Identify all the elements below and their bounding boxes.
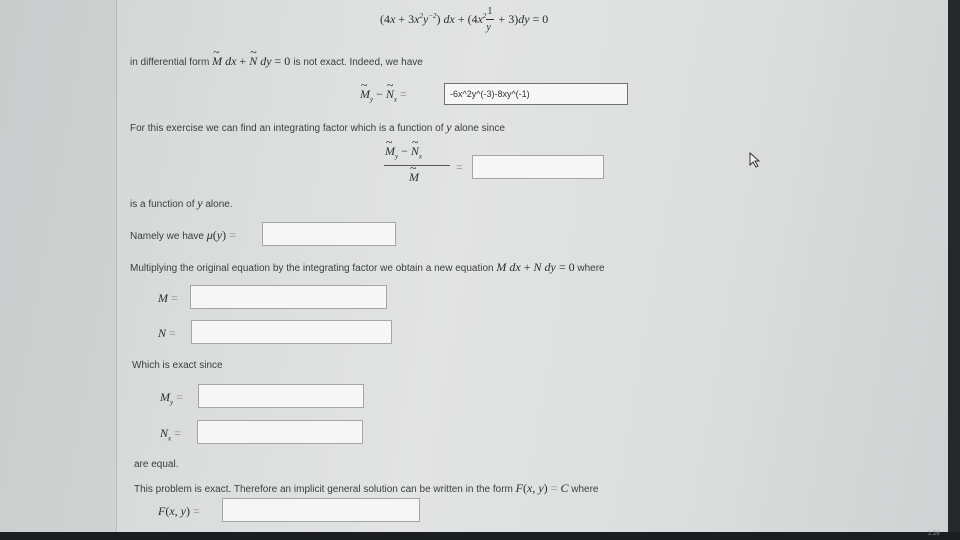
intro-lead: in differential form xyxy=(130,57,210,68)
intro-tail: is not exact. Indeed, we have xyxy=(293,57,423,68)
mult-tail: where xyxy=(577,263,605,274)
integrating-factor-text xyxy=(130,120,505,135)
window-edge xyxy=(948,0,960,540)
if-lead: For this exercise we can find an integrating factor which is a function of xyxy=(130,123,444,134)
main-equation: $(4x + 3x^2y^{-2})$ dx + ($4x^2$ $\frac{1}{y}$ + 3)dy = 0 xyxy=(380,6,549,34)
m-label: M = xyxy=(158,291,178,305)
my-nx-label: ~ $M_y$ − ~ $N_x$ = xyxy=(360,87,407,103)
are-equal-text: are equal. xyxy=(134,459,179,470)
n-label: N = xyxy=(158,326,176,340)
if-var: y xyxy=(446,120,452,134)
mu-line: Namely we have μ(y) = xyxy=(130,228,236,242)
multiply-text: Multiplying the original equation by the integrating factor we obtain a new equation M dx + N dy = 0 where xyxy=(130,260,605,274)
nx-input[interactable] xyxy=(197,420,363,444)
taskbar-strip xyxy=(0,532,960,540)
n-input[interactable] xyxy=(191,320,392,344)
mu-input[interactable] xyxy=(262,222,396,246)
my-label: $M_y$ = xyxy=(160,390,183,407)
exact-since-text: Which is exact since xyxy=(132,360,223,371)
my-input[interactable] xyxy=(198,384,364,408)
if-tail: alone since xyxy=(454,123,505,134)
status-corner: 1:26 xyxy=(928,531,940,537)
implicit-lead: This problem is exact. Therefore an implicit general solution can be written in the form xyxy=(134,484,513,495)
fraction-denominator: ~ M xyxy=(409,170,419,185)
fy-lead: is a function of xyxy=(130,199,195,210)
fy-var: y xyxy=(197,196,203,210)
fy-tail: alone. xyxy=(205,199,233,210)
fraction-bar xyxy=(384,165,450,166)
m-input[interactable] xyxy=(190,285,387,309)
mouse-cursor-icon xyxy=(749,152,763,173)
fraction-numerator: ~ $M_y$ − ~ $N_x$ xyxy=(385,144,422,160)
mu-lead: Namely we have xyxy=(130,231,204,242)
function-of-y-text xyxy=(130,196,233,211)
implicit-text: This problem is exact. Therefore an implicit general solution can be written in the form F(x, y) = C where xyxy=(134,481,599,495)
mult-lead: Multiplying the original equation by the integrating factor we obtain a new equation xyxy=(130,263,494,274)
nx-label: $N_x$ = xyxy=(160,426,181,443)
fraction-input[interactable] xyxy=(472,155,604,179)
my-nx-input[interactable]: -6x^2y^(-3)-8xy^(-1) xyxy=(444,83,628,105)
f-label: F(x, y) = xyxy=(158,504,200,518)
f-input[interactable] xyxy=(222,498,420,522)
fraction-equals: = xyxy=(456,160,463,174)
implicit-tail: where xyxy=(571,484,599,495)
intro-line: in differential form ~ M dx + ~ N dy = 0 is not exact. Indeed, we have xyxy=(130,54,423,69)
